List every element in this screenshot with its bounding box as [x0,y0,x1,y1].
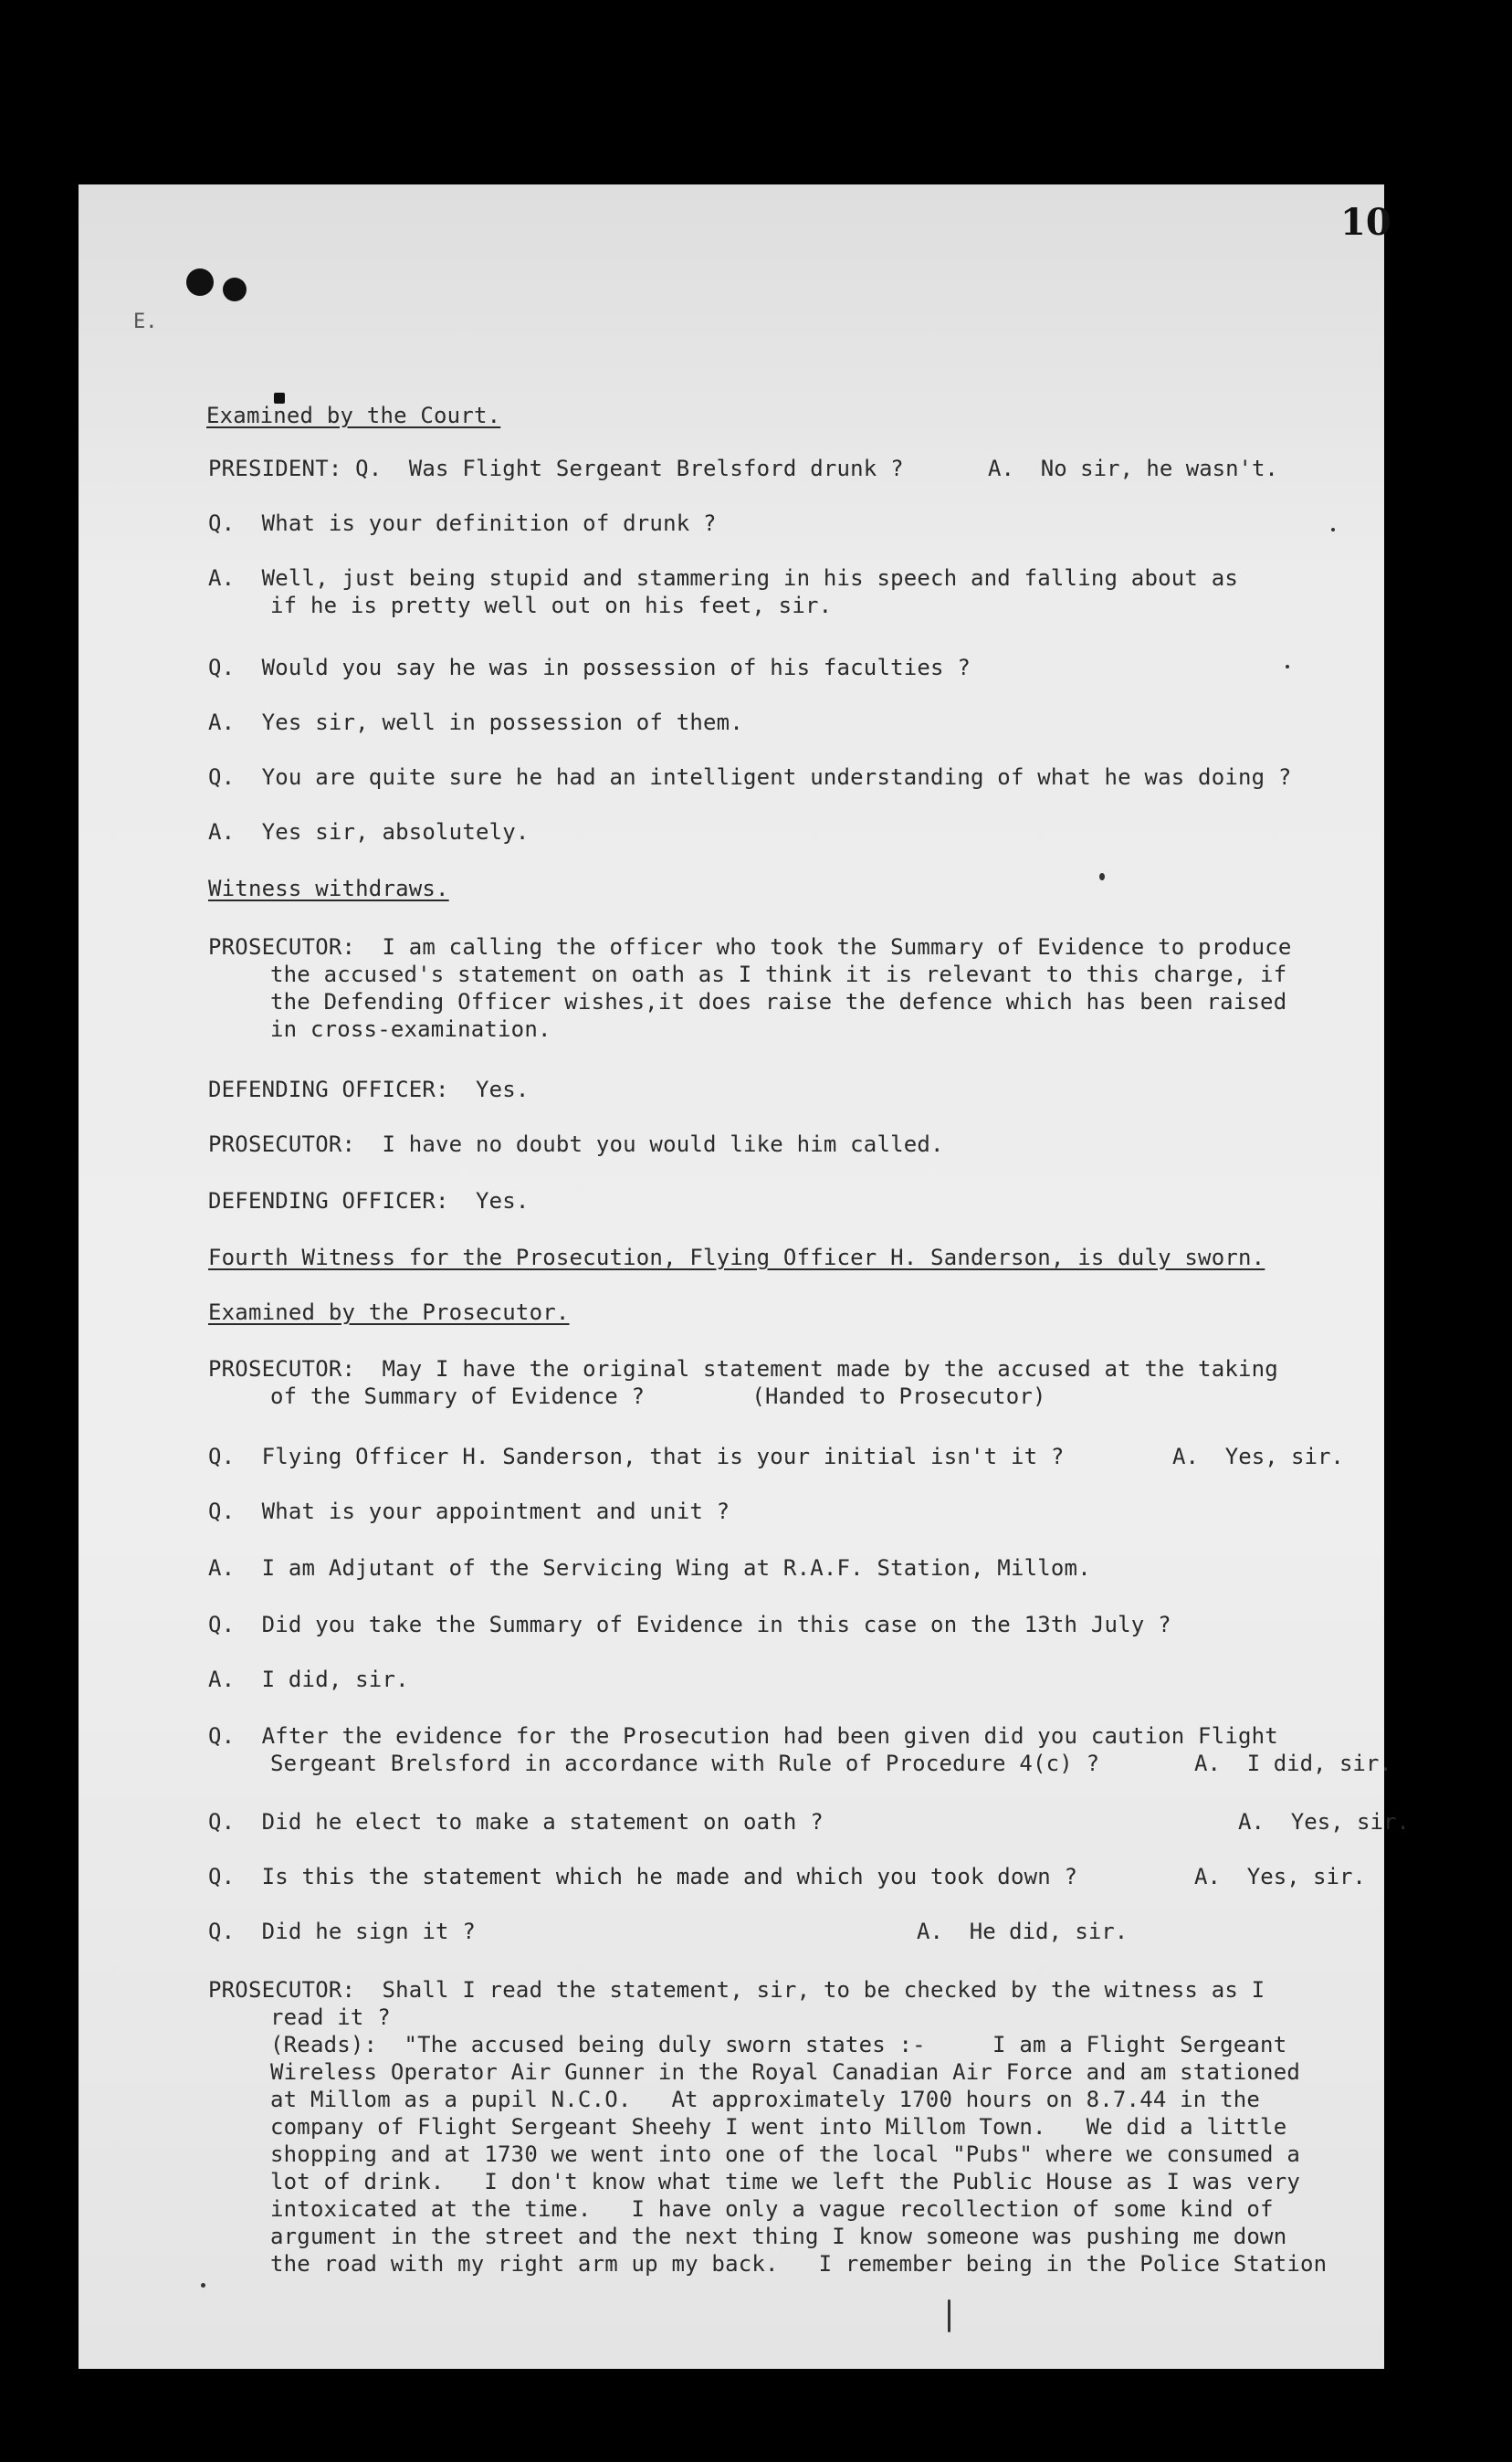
prosecutor-line: the Defending Officer wishes,it does raise the defence which has been raised [270,989,1287,1015]
page-number: 10 [1340,201,1391,244]
statement-line: at Millom as a pupil N.C.O. At approximately 1700 hours on 8.7.44 in the [270,2087,1261,2112]
answer: if he is pretty well out on his feet, sir. [270,593,833,618]
answer: A. I did, sir. [208,1667,409,1692]
prosecutor-line: PROSECUTOR: May I have the original statement made by the accused at the taking [208,1356,1278,1382]
statement-line: shopping and at 1730 we went into one of the local "Pubs" where we consumed a [270,2141,1300,2167]
question: Q. Did you take the Summary of Evidence in this case on the 13th July ? [208,1612,1171,1637]
statement-line: argument in the street and the next thing I know someone was pushing me down [270,2224,1287,2249]
ink-blot [223,278,247,301]
answer: A. Yes, sir. [1172,1444,1344,1469]
witness-sworn: Fourth Witness for the Prosecution, Flying Officer H. Sanderson, is duly sworn. [208,1245,1265,1270]
statement-line: (Reads): "The accused being duly sworn states :- I am a Flight Sergeant [270,2032,1287,2057]
statement-line: the road with my right arm up my back. I remember being in the Police Station [270,2251,1328,2277]
section-heading-prosecutor: Examined by the Prosecutor. [208,1299,570,1325]
prosecutor-line: PROSECUTOR: I am calling the officer who took the Summary of Evidence to produce [208,934,1292,960]
ink-blot [186,268,214,296]
answer: A. Yes sir, well in possession of them. [208,710,743,735]
question: Sergeant Brelsford in accordance with Rule of Procedure 4(c) ? [270,1751,1100,1776]
prosecutor-line: in cross-examination. [270,1016,551,1042]
answer: A. Yes, sir. [1194,1864,1366,1889]
question: Q. After the evidence for the Prosecution had been given did you caution Flight [208,1723,1278,1749]
question: Q. What is your definition of drunk ? [208,510,717,536]
scan-speck [1286,665,1289,668]
scan-speck [201,2283,205,2288]
prosecutor-line: of the Summary of Evidence ? (Handed to Prosecutor) [270,1384,1046,1409]
scan-speck [1099,873,1105,880]
answer: A. No sir, he wasn't. [988,456,1278,481]
statement-line: company of Flight Sergeant Sheehy I went into Millom Town. We did a little [270,2114,1287,2140]
prosecutor-line: PROSECUTOR: I have no doubt you would like him called. [208,1131,944,1157]
question: Q. Flying Officer H. Sanderson, that is your initial isn't it ? [208,1444,1065,1469]
stage-direction: Witness withdraws. [208,876,449,901]
statement-line: Wireless Operator Air Gunner in the Royal Canadian Air Force and am stationed [270,2059,1300,2085]
answer: A. Yes sir, absolutely. [208,819,530,845]
answer: A. Well, just being stupid and stammering in his speech and falling about as [208,565,1238,591]
question: Q. Would you say he was in possession of his faculties ? [208,655,971,680]
scan-speck [1331,528,1335,531]
question: Q. Is this the statement which he made and which you took down ? [208,1864,1078,1889]
prosecutor-line: PROSECUTOR: Shall I read the statement, sir, to be checked by the witness as I [208,1977,1265,2003]
answer: A. I did, sir. [1194,1751,1392,1776]
question: Q. What is your appointment and unit ? [208,1499,730,1524]
question: Q. You are quite sure he had an intelligent understanding of what he was doing ? [208,764,1292,790]
prosecutor-line: the accused's statement on oath as I think it is relevant to this charge, if [270,962,1287,987]
defending-line: DEFENDING OFFICER: Yes. [208,1077,530,1102]
margin-mark: E. [133,310,158,333]
document-page [79,184,1410,2369]
section-heading-court: Examined by the Court. [206,403,501,428]
answer: A. Yes, sir. [1238,1809,1410,1835]
question: PRESIDENT: Q. Was Flight Sergeant Brelsford drunk ? [208,456,904,481]
answer: A. He did, sir. [917,1919,1129,1944]
question: Q. Did he elect to make a statement on oath ? [208,1809,824,1835]
statement-line: intoxicated at the time. I have only a vague recollection of some kind of [270,2196,1274,2222]
defending-line: DEFENDING OFFICER: Yes. [208,1188,530,1214]
statement-line: lot of drink. I don't know what time we left the Public House as I was very [270,2169,1300,2194]
question: Q. Did he sign it ? [208,1919,476,1944]
prosecutor-line: read it ? [270,2004,391,2030]
scan-speck [948,2299,950,2332]
answer: A. I am Adjutant of the Servicing Wing at R.A.F. Station, Millom. [208,1555,1091,1581]
